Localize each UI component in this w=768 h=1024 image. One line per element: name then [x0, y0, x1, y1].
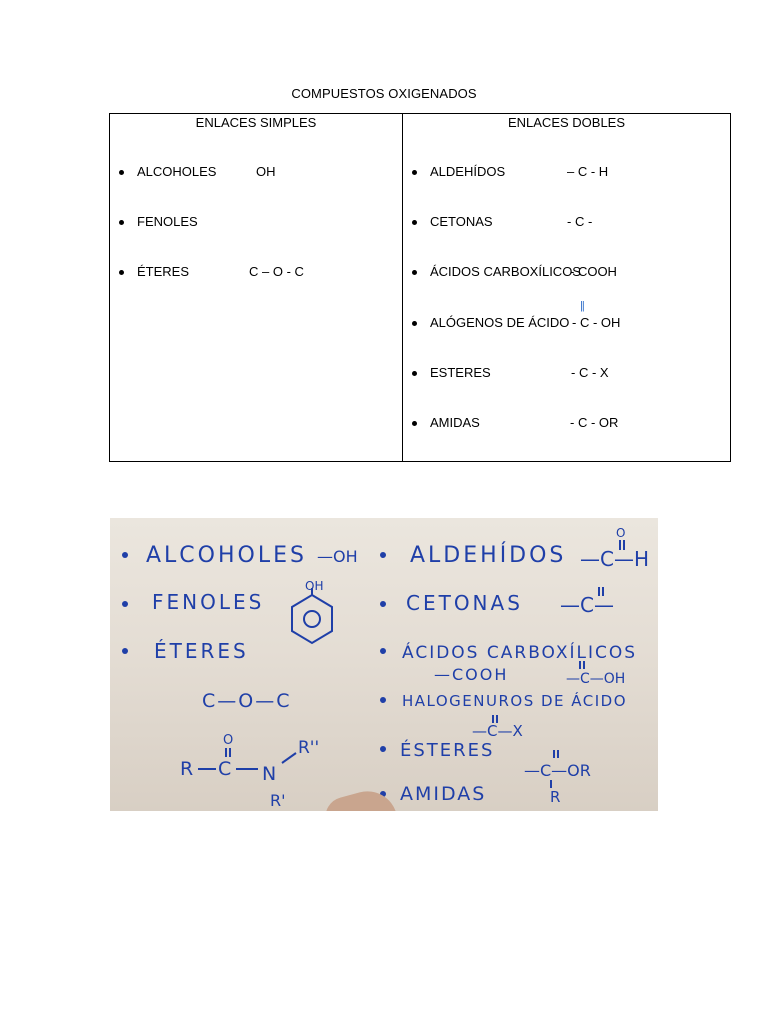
wb-amidas: AMIDAS: [400, 783, 487, 805]
right-row-name: ÁCIDOS CARBOXÍLICOS: [430, 264, 581, 279]
left-row-name: ÉTERES: [137, 264, 190, 279]
left-row-name: ALCOHOLES: [137, 164, 217, 179]
right-row-name: AMIDAS: [430, 415, 480, 430]
wb-aldehyde-o: O: [616, 526, 626, 540]
bullet: [119, 170, 124, 175]
right-row-formula: - C - OR: [570, 415, 619, 430]
left-row-formula: OH: [256, 164, 276, 179]
wb-esteres: ÉSTERES: [400, 740, 495, 761]
wb-c: C: [218, 758, 232, 780]
wb-n: N: [262, 763, 277, 785]
wb-eteres: ÉTERES: [154, 639, 249, 663]
bullet: [412, 421, 417, 426]
right-row-formula: - C -: [567, 214, 593, 229]
right-row-formula: – C - H: [567, 164, 609, 179]
bullet: [412, 170, 417, 175]
bullet: [412, 270, 417, 275]
right-row-name: ALDEHÍDOS: [430, 164, 506, 179]
bullet: [119, 220, 124, 225]
wb-c-x: —C—X: [472, 722, 523, 740]
left-column-header: ENLACES SIMPLES: [195, 115, 317, 130]
left-row-formula: C – O - C: [249, 264, 304, 279]
wb-r: R: [180, 758, 194, 780]
wb-alcoholes: ALCOHOLES: [146, 543, 307, 568]
bullet: [412, 371, 417, 376]
right-column-header: ENLACES DOBLES: [507, 115, 626, 130]
wb-phenol-oh: OH: [305, 579, 324, 593]
wb-c-o-c: C—O—C: [202, 690, 292, 712]
wb-amide-o: O: [223, 733, 234, 748]
right-row-formula: - COOH: [570, 264, 617, 279]
wb-aldehyde-group: —C—H: [580, 547, 650, 571]
wb-r1: R': [270, 791, 286, 810]
right-row-name: ALÓGENOS DE ÁCIDO: [430, 315, 570, 330]
wb-ketone-group: —C—: [560, 593, 614, 617]
left-row-name: FENOLES: [137, 214, 198, 229]
wb-halogenuros: HALOGENUROS DE ÁCIDO: [402, 692, 628, 710]
right-row-formula: - C - OH: [572, 315, 621, 330]
bullet: [412, 321, 417, 326]
page-title: COMPUESTOS OXIGENADOS: [291, 86, 477, 101]
double-bond-mark: ||: [580, 300, 584, 312]
whiteboard-photo: [110, 518, 658, 811]
wb-ester-r: R: [550, 788, 561, 806]
wb-c-or: —C—OR: [524, 761, 591, 780]
wb-aldehidos: ALDEHÍDOS: [410, 543, 567, 568]
right-row-name: ESTERES: [430, 365, 491, 380]
compounds-table: [109, 113, 731, 462]
right-row-formula: - C - X: [571, 365, 609, 380]
whiteboard-drawing: [110, 518, 658, 811]
wb-fenoles: FENOLES: [152, 590, 265, 614]
wb-cetonas: CETONAS: [406, 591, 523, 615]
wb-c-oh: —C—OH: [566, 671, 626, 687]
wb-oh: —OH: [317, 547, 358, 566]
column-divider: [402, 114, 403, 461]
bullet: [119, 270, 124, 275]
wb-acidos: ÁCIDOS CARBOXÍLICOS: [402, 643, 638, 663]
right-row-name: CETONAS: [430, 214, 493, 229]
wb-r2: R'': [298, 738, 320, 758]
bullet: [412, 220, 417, 225]
wb-cooh: —COOH: [434, 665, 509, 684]
